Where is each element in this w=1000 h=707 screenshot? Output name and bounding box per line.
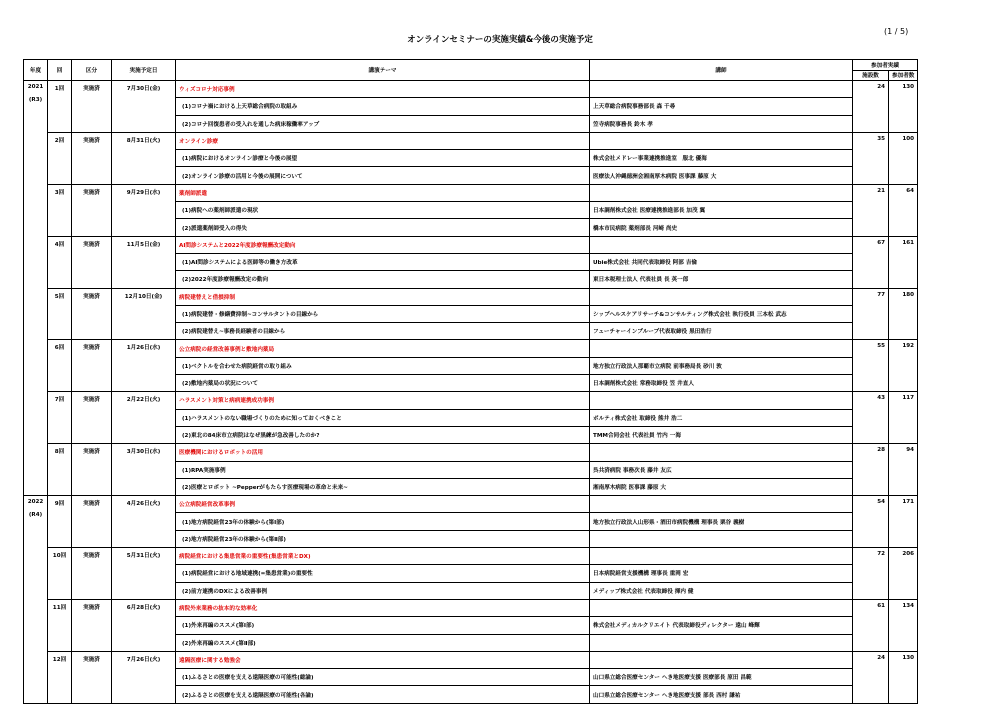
speaker-blank	[590, 444, 853, 461]
attendees-cell: 134	[889, 599, 918, 651]
category-cell: 実施済	[72, 651, 112, 703]
speaker-blank	[590, 288, 853, 305]
category-cell: 実施済	[72, 340, 112, 392]
talk-title: (1)ベクトルを合わせた病院経営の取り組み	[176, 357, 590, 374]
header-theme: 講演テーマ	[176, 60, 590, 81]
talk-title: (2)前方連携のDXによる改善事例	[176, 582, 590, 599]
theme-title: 病院経営における集患営業の重要性(集患営業とDX)	[176, 548, 590, 565]
talk-speaker: 医療法人沖縄徳洲会湘南厚木病院 医事課 藤原 大	[590, 167, 853, 184]
date-cell: 7月30日(金)	[112, 81, 176, 133]
date-cell: 12月10日(金)	[112, 288, 176, 340]
category-cell: 実施済	[72, 236, 112, 288]
theme-title: 病院外来業務の抜本的な効率化	[176, 599, 590, 616]
year-cell	[24, 496, 48, 704]
round-cell: 8回	[48, 444, 72, 496]
session-theme-row	[24, 444, 918, 461]
reiwa-label: (R4)	[28, 512, 43, 519]
talk-title: (1)地方病院経営23年の体験から(第Ⅰ部)	[176, 513, 590, 530]
year-cell	[24, 81, 48, 496]
round-cell: 9回	[48, 496, 72, 548]
facilities-cell: 24	[853, 81, 889, 133]
date-cell: 2月22日(火)	[112, 392, 176, 444]
document-title: オンラインセミナーの実施実績&今後の実施予定	[407, 35, 593, 45]
header-facilities: 施設数	[853, 70, 889, 81]
round-cell: 5回	[48, 288, 72, 340]
speaker-blank	[590, 184, 853, 201]
talk-title: (2)ふるさとの医療を支える遠隔医療の可能性(各論)	[176, 686, 590, 703]
facilities-cell: 21	[853, 184, 889, 236]
round-cell: 4回	[48, 236, 72, 288]
header-attendees: 参加者数	[889, 70, 918, 81]
talk-speaker: 橋本市民病院 薬剤部長 河崎 尚史	[590, 219, 853, 236]
facilities-cell: 24	[853, 651, 889, 703]
date-cell: 1月26日(水)	[112, 340, 176, 392]
talk-speaker: ボルティ株式会社 取締役 熊井 浩二	[590, 409, 853, 426]
speaker-blank	[590, 340, 853, 357]
facilities-cell: 72	[853, 548, 889, 600]
talk-speaker: 呉共済病院 事務次長 藤井 友広	[590, 461, 853, 478]
header-round: 回	[48, 60, 72, 81]
date-cell: 6月28日(火)	[112, 599, 176, 651]
date-cell: 7月26日(火)	[112, 651, 176, 703]
talk-speaker: 株式会社メディカルクリエイト 代表取締役ディレクター 遠山 峰輝	[590, 617, 853, 634]
talk-title: (2)オンライン診療の活用と今後の展開について	[176, 167, 590, 184]
round-cell: 3回	[48, 184, 72, 236]
attendees-cell: 161	[889, 236, 918, 288]
attendees-cell: 100	[889, 132, 918, 184]
talk-speaker: 湘南厚木病院 医事課 藤原 大	[590, 478, 853, 495]
talk-title: (1)病院への薬剤師派遣の現状	[176, 202, 590, 219]
talk-title: (2)コロナ回復患者の受入れを通した病床稼働率アップ	[176, 115, 590, 132]
theme-title: 遠隔医療に関する勉強会	[176, 651, 590, 668]
round-cell: 6回	[48, 340, 72, 392]
category-cell: 実施済	[72, 184, 112, 236]
round-cell: 2回	[48, 132, 72, 184]
round-cell: 1回	[48, 81, 72, 133]
date-cell: 4月26日(火)	[112, 496, 176, 548]
talk-title: (1)コロナ禍における上天草総合病院の取組み	[176, 98, 590, 115]
facilities-cell: 67	[853, 236, 889, 288]
reiwa-label: (R3)	[28, 97, 43, 103]
theme-title: ハラスメント対策と病病連携成功事例	[176, 392, 590, 409]
talk-speaker: 地方独立行政法人那覇市立病院 前事務局長 砂川 敦	[590, 357, 853, 374]
round-cell: 7回	[48, 392, 72, 444]
session-theme-row	[24, 288, 918, 305]
talk-speaker: 日本調剤株式会社 医療連携推進部長 加茂 翼	[590, 202, 853, 219]
theme-title: 医療機関におけるロボットの活用	[176, 444, 590, 461]
page-number: (1 / 5)	[884, 27, 909, 36]
talk-speaker	[590, 634, 853, 651]
talk-speaker: Ubie株式会社 共同代表取締役 阿部 吉倫	[590, 253, 853, 270]
seminar-table-body	[24, 81, 918, 704]
facilities-cell: 35	[853, 132, 889, 184]
talk-title: (1)病院におけるオンライン診療と今後の展望	[176, 150, 590, 167]
talk-title: (1)AI問診システムによる医師等の働き方改革	[176, 253, 590, 270]
attendees-cell: 117	[889, 392, 918, 444]
talk-title: (2)病院建替え~事務長経験者の目線から	[176, 323, 590, 340]
talk-title: (2)東北の84床市立病院はなぜ黒練が急改善したのか?	[176, 426, 590, 443]
talk-speaker: 日本病院経営支援機構 理事長 重岡 宏	[590, 565, 853, 582]
category-cell: 実施済	[72, 444, 112, 496]
session-theme-row	[24, 548, 918, 565]
header-speaker: 講師	[590, 60, 853, 81]
talk-speaker: シップヘルスケアリサーチ&コンサルティング株式会社 執行役員 三本松 武志	[590, 305, 853, 322]
theme-title: 公立病院の経営改善事例と敷地内薬局	[176, 340, 590, 357]
talk-title: (2)外来再編のススメ(第Ⅱ部)	[176, 634, 590, 651]
talk-title: (2)2022年度診療報酬改定の動向	[176, 271, 590, 288]
speaker-blank	[590, 81, 853, 98]
category-cell: 実施済	[72, 599, 112, 651]
theme-title: 薬剤師派遣	[176, 184, 590, 201]
speaker-blank	[590, 496, 853, 513]
speaker-blank	[590, 548, 853, 565]
talk-speaker: フューチャーインブループ代表取締役 黒田浩行	[590, 323, 853, 340]
theme-title: AI問診システムと2022年度診療報酬改定動向	[176, 236, 590, 253]
facilities-cell: 43	[853, 392, 889, 444]
attendees-cell: 130	[889, 81, 918, 133]
talk-speaker: 日本調剤株式会社 常務取締役 笠 井直人	[590, 375, 853, 392]
talk-speaker: 地方独立行政法人山形県・酒田市病院機構 理事長 栗谷 義樹	[590, 513, 853, 530]
theme-title: 病院建替えと借損抑制	[176, 288, 590, 305]
theme-title: 公立病院経営改革事例	[176, 496, 590, 513]
facilities-cell: 54	[853, 496, 889, 548]
round-cell: 11回	[48, 599, 72, 651]
session-theme-row	[24, 392, 918, 409]
attendees-cell: 64	[889, 184, 918, 236]
talk-title: (1)RPA実施事例	[176, 461, 590, 478]
talk-title: (1)外来再編のススメ(第Ⅰ部)	[176, 617, 590, 634]
talk-speaker: 笠寺病院事務長 鈴木 孝	[590, 115, 853, 132]
speaker-blank	[590, 651, 853, 668]
session-theme-row	[24, 496, 918, 513]
talk-title: (1)病院建替・修繕費抑制~コンサルタントの目線から	[176, 305, 590, 322]
talk-speaker: 東日本税理士法人 代表社員 長 英一郎	[590, 271, 853, 288]
category-cell: 実施済	[72, 81, 112, 133]
theme-title: ウィズコロナ対応事例	[176, 81, 590, 98]
category-cell: 実施済	[72, 548, 112, 600]
session-theme-row	[24, 184, 918, 201]
seminar-table	[23, 59, 918, 704]
session-theme-row	[24, 81, 918, 98]
category-cell: 実施済	[72, 132, 112, 184]
facilities-cell: 28	[853, 444, 889, 496]
attendees-cell: 171	[889, 496, 918, 548]
talk-speaker: TMM合同会社 代表社員 竹内 一海	[590, 426, 853, 443]
date-cell: 3月30日(水)	[112, 444, 176, 496]
attendees-cell: 192	[889, 340, 918, 392]
talk-speaker: 山口県立総合医療センター へき地医療支援 部長 西村 謙祐	[590, 686, 853, 703]
category-cell: 実施済	[72, 392, 112, 444]
attendees-cell: 206	[889, 548, 918, 600]
year-label: 2022	[27, 499, 44, 506]
session-theme-row	[24, 651, 918, 668]
date-cell: 5月31日(火)	[112, 548, 176, 600]
session-theme-row	[24, 599, 918, 616]
talk-title: (2)派遣薬剤師受入の得失	[176, 219, 590, 236]
talk-speaker	[590, 530, 853, 547]
category-cell: 実施済	[72, 288, 112, 340]
talk-title: (1)ふるさとの医療を支える遠隔医療の可能性(総論)	[176, 669, 590, 686]
talk-title: (2)敷地内薬局の状況について	[176, 375, 590, 392]
speaker-blank	[590, 236, 853, 253]
header-category: 区分	[72, 60, 112, 81]
talk-title: (2)地方病院経営23年の体験から(第Ⅱ部)	[176, 530, 590, 547]
talk-speaker: 山口県立総合医療センター へき地医療支援 医療部長 原田 昌範	[590, 669, 853, 686]
year-label: 2021	[27, 84, 44, 90]
speaker-blank	[590, 392, 853, 409]
talk-speaker: 株式会社メドレー事業連携推進室 服北 優海	[590, 150, 853, 167]
category-cell: 実施済	[72, 496, 112, 548]
talk-title: (2)医療とロボット ~Pepperがもたらす医療現場の革命と未来~	[176, 478, 590, 495]
round-cell: 10回	[48, 548, 72, 600]
attendees-cell: 130	[889, 651, 918, 703]
header-date: 実施予定日	[112, 60, 176, 81]
round-cell: 12回	[48, 651, 72, 703]
session-theme-row	[24, 132, 918, 149]
header-participants: 参加者実績	[853, 60, 918, 71]
facilities-cell: 77	[853, 288, 889, 340]
talk-title: (1)ハラスメントのない職場づくりのために知っておくべきこと	[176, 409, 590, 426]
talk-speaker: 上天草総合病院事務部長 森 千尋	[590, 98, 853, 115]
theme-title: オンライン診療	[176, 132, 590, 149]
talk-title: (1)病院経営における地域連携(=集患営業)の重要性	[176, 565, 590, 582]
speaker-blank	[590, 599, 853, 616]
facilities-cell: 61	[853, 599, 889, 651]
attendees-cell: 180	[889, 288, 918, 340]
facilities-cell: 55	[853, 340, 889, 392]
date-cell: 11月5日(金)	[112, 236, 176, 288]
date-cell: 9月29日(水)	[112, 184, 176, 236]
speaker-blank	[590, 132, 853, 149]
header-year: 年度	[24, 60, 48, 81]
talk-speaker: メディップ株式会社 代表取締役 揮内 健	[590, 582, 853, 599]
session-theme-row	[24, 236, 918, 253]
attendees-cell: 94	[889, 444, 918, 496]
session-theme-row	[24, 340, 918, 357]
date-cell: 8月31日(火)	[112, 132, 176, 184]
